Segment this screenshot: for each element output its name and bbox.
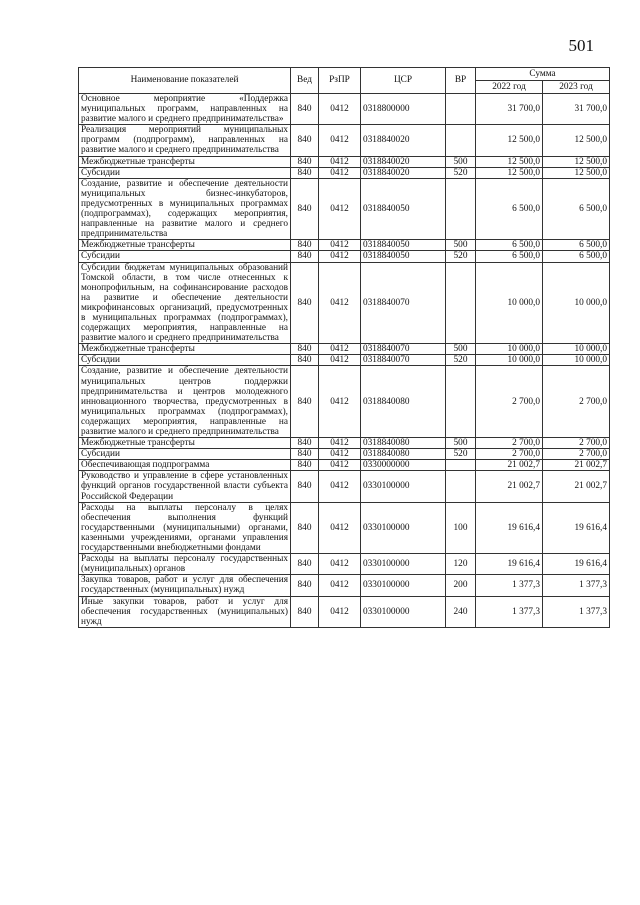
row-csr: 0318840080 xyxy=(361,449,446,460)
table-row xyxy=(79,355,610,366)
row-csr: 0318840050 xyxy=(361,251,446,262)
row-amount-2023: 21 002,7 xyxy=(543,471,610,502)
row-csr: 0330100000 xyxy=(361,575,446,596)
row-csr: 0330000000 xyxy=(361,460,446,471)
row-vr: 120 xyxy=(446,554,476,575)
row-amount-2023: 6 500,0 xyxy=(543,178,610,240)
row-amount-2023: 19 616,4 xyxy=(543,502,610,553)
row-csr: 0318840080 xyxy=(361,438,446,449)
row-rzpr: 0412 xyxy=(319,251,361,262)
row-ved: 840 xyxy=(291,366,319,438)
row-rzpr: 0412 xyxy=(319,156,361,167)
row-rzpr: 0412 xyxy=(319,355,361,366)
row-ved: 840 xyxy=(291,554,319,575)
table-row xyxy=(79,366,610,438)
row-ved: 840 xyxy=(291,178,319,240)
header-csr: ЦСР xyxy=(361,68,446,94)
row-amount-2022: 10 000,0 xyxy=(476,344,543,355)
row-name: Межбюджетные трансферты xyxy=(79,156,291,167)
row-vr: 500 xyxy=(446,438,476,449)
table-row xyxy=(79,471,610,502)
row-name: Основное мероприятие «Поддержка муниципальных программ, направленных на развитие малого и среднего предпринимательства» xyxy=(79,94,291,125)
row-vr: 500 xyxy=(446,156,476,167)
row-amount-2022: 12 500,0 xyxy=(476,125,543,156)
row-vr: 520 xyxy=(446,167,476,178)
row-ved: 840 xyxy=(291,449,319,460)
row-vr: 500 xyxy=(446,344,476,355)
row-amount-2022: 31 700,0 xyxy=(476,94,543,125)
table-header xyxy=(79,68,610,94)
row-rzpr: 0412 xyxy=(319,438,361,449)
row-amount-2022: 10 000,0 xyxy=(476,355,543,366)
table-row xyxy=(79,575,610,596)
row-vr xyxy=(446,366,476,438)
row-vr: 520 xyxy=(446,251,476,262)
row-csr: 0318840070 xyxy=(361,262,446,344)
row-csr: 0330100000 xyxy=(361,596,446,627)
row-rzpr: 0412 xyxy=(319,575,361,596)
row-name: Расходы на выплаты персоналу в целях обеспечения выполнения функций государственными (муниципальными) органами, казенными учреждениями, органами управления государственными внебюджетными фондами xyxy=(79,502,291,553)
table-body xyxy=(79,94,610,628)
row-ved: 840 xyxy=(291,355,319,366)
table-row xyxy=(79,438,610,449)
page-number: 501 xyxy=(568,36,594,55)
table-row xyxy=(79,167,610,178)
row-ved: 840 xyxy=(291,167,319,178)
row-amount-2023: 31 700,0 xyxy=(543,94,610,125)
row-amount-2023: 1 377,3 xyxy=(543,575,610,596)
row-name: Закупка товаров, работ и услуг для обеспечения государственных (муниципальных) нужд xyxy=(79,575,291,596)
row-vr xyxy=(446,460,476,471)
row-amount-2023: 21 002,7 xyxy=(543,460,610,471)
row-csr: 0318840050 xyxy=(361,178,446,240)
row-amount-2022: 2 700,0 xyxy=(476,438,543,449)
table-row xyxy=(79,449,610,460)
row-ved: 840 xyxy=(291,240,319,251)
row-csr: 0318840050 xyxy=(361,240,446,251)
row-amount-2022: 6 500,0 xyxy=(476,240,543,251)
row-name: Субсидии xyxy=(79,167,291,178)
row-amount-2022: 6 500,0 xyxy=(476,251,543,262)
row-ved: 840 xyxy=(291,575,319,596)
header-rzpr: РзПР xyxy=(319,68,361,94)
row-amount-2022: 21 002,7 xyxy=(476,460,543,471)
table-row xyxy=(79,94,610,125)
row-csr: 0318840020 xyxy=(361,156,446,167)
row-name: Межбюджетные трансферты xyxy=(79,240,291,251)
row-rzpr: 0412 xyxy=(319,449,361,460)
table-row xyxy=(79,251,610,262)
row-vr xyxy=(446,262,476,344)
row-csr: 0330100000 xyxy=(361,554,446,575)
row-vr: 100 xyxy=(446,502,476,553)
row-ved: 840 xyxy=(291,156,319,167)
row-name: Субсидии xyxy=(79,251,291,262)
row-amount-2023: 10 000,0 xyxy=(543,344,610,355)
row-amount-2023: 12 500,0 xyxy=(543,125,610,156)
table-row xyxy=(79,156,610,167)
row-amount-2023: 12 500,0 xyxy=(543,167,610,178)
table-row xyxy=(79,178,610,240)
row-name: Создание, развитие и обеспечение деятельности муниципальных бизнес-инкубаторов, предусмотренных в муниципальных программах (подпрограммах), содержащих мероприятия, направленные на развитие малого и среднего предпринимательства xyxy=(79,178,291,240)
row-name: Иные закупки товаров, работ и услуг для обеспечения государственных (муниципальных) нужд xyxy=(79,596,291,627)
row-ved: 840 xyxy=(291,344,319,355)
row-ved: 840 xyxy=(291,262,319,344)
row-amount-2023: 2 700,0 xyxy=(543,449,610,460)
table-row xyxy=(79,240,610,251)
row-amount-2022: 21 002,7 xyxy=(476,471,543,502)
row-ved: 840 xyxy=(291,438,319,449)
row-amount-2022: 19 616,4 xyxy=(476,554,543,575)
row-rzpr: 0412 xyxy=(319,125,361,156)
row-amount-2022: 2 700,0 xyxy=(476,366,543,438)
row-vr xyxy=(446,471,476,502)
row-vr xyxy=(446,178,476,240)
row-csr: 0330100000 xyxy=(361,471,446,502)
row-rzpr: 0412 xyxy=(319,262,361,344)
row-vr xyxy=(446,125,476,156)
header-ved: Вед xyxy=(291,68,319,94)
row-rzpr: 0412 xyxy=(319,240,361,251)
row-csr: 0318840070 xyxy=(361,344,446,355)
table-row xyxy=(79,554,610,575)
row-amount-2023: 6 500,0 xyxy=(543,240,610,251)
row-vr: 520 xyxy=(446,449,476,460)
header-sum: Сумма xyxy=(476,68,610,81)
row-name: Руководство и управление в сфере установленных функций органов государственной власти субъекта Российской Федерации xyxy=(79,471,291,502)
row-csr: 0330100000 xyxy=(361,502,446,553)
header-year-2022: 2022 год xyxy=(476,81,543,94)
row-vr: 500 xyxy=(446,240,476,251)
row-name: Субсидии бюджетам муниципальных образований Томской области, в том числе отнесенных к монопрофильным, на софинансирование расходов на развитие и обеспечение деятельности микрофинансовых организаций, предусмотренных в муниципальных программах (подпрограммах), содержащих мероприятия, направленные на развитие малого и среднего предпринимательства xyxy=(79,262,291,344)
row-csr: 0318840020 xyxy=(361,125,446,156)
row-amount-2023: 2 700,0 xyxy=(543,366,610,438)
row-rzpr: 0412 xyxy=(319,366,361,438)
row-rzpr: 0412 xyxy=(319,178,361,240)
row-rzpr: 0412 xyxy=(319,167,361,178)
row-ved: 840 xyxy=(291,596,319,627)
row-amount-2022: 12 500,0 xyxy=(476,167,543,178)
row-name: Межбюджетные трансферты xyxy=(79,344,291,355)
row-rzpr: 0412 xyxy=(319,471,361,502)
row-vr: 520 xyxy=(446,355,476,366)
row-rzpr: 0412 xyxy=(319,460,361,471)
row-name: Субсидии xyxy=(79,449,291,460)
row-ved: 840 xyxy=(291,460,319,471)
row-amount-2022: 10 000,0 xyxy=(476,262,543,344)
table-row xyxy=(79,125,610,156)
row-rzpr: 0412 xyxy=(319,344,361,355)
row-amount-2022: 2 700,0 xyxy=(476,449,543,460)
row-amount-2022: 1 377,3 xyxy=(476,596,543,627)
row-rzpr: 0412 xyxy=(319,554,361,575)
row-name: Создание, развитие и обеспечение деятельности муниципальных центров поддержки предпринимательства и центров молодежного инновационного творчества, предусмотренных в муниципальных программах (подпрограммах), содержащих мероприятия, направленные на развитие малого и среднего предпринимательства xyxy=(79,366,291,438)
row-vr: 200 xyxy=(446,575,476,596)
row-amount-2023: 2 700,0 xyxy=(543,438,610,449)
row-amount-2023: 12 500,0 xyxy=(543,156,610,167)
row-name: Межбюджетные трансферты xyxy=(79,438,291,449)
row-rzpr: 0412 xyxy=(319,502,361,553)
row-ved: 840 xyxy=(291,94,319,125)
row-amount-2022: 6 500,0 xyxy=(476,178,543,240)
row-ved: 840 xyxy=(291,471,319,502)
row-ved: 840 xyxy=(291,502,319,553)
row-vr: 240 xyxy=(446,596,476,627)
row-amount-2023: 19 616,4 xyxy=(543,554,610,575)
header-name: Наименование показателей xyxy=(79,68,291,94)
row-amount-2023: 1 377,3 xyxy=(543,596,610,627)
row-amount-2023: 6 500,0 xyxy=(543,251,610,262)
row-amount-2022: 19 616,4 xyxy=(476,502,543,553)
row-csr: 0318800000 xyxy=(361,94,446,125)
row-vr xyxy=(446,94,476,125)
row-rzpr: 0412 xyxy=(319,94,361,125)
row-amount-2022: 12 500,0 xyxy=(476,156,543,167)
row-csr: 0318840070 xyxy=(361,355,446,366)
header-year-2023: 2023 год xyxy=(543,81,610,94)
table-row xyxy=(79,262,610,344)
row-amount-2022: 1 377,3 xyxy=(476,575,543,596)
row-name: Расходы на выплаты персоналу государственных (муниципальных) органов xyxy=(79,554,291,575)
row-csr: 0318840020 xyxy=(361,167,446,178)
row-csr: 0318840080 xyxy=(361,366,446,438)
table-row xyxy=(79,460,610,471)
row-amount-2023: 10 000,0 xyxy=(543,355,610,366)
row-name: Реализация мероприятий муниципальных программ (подпрограмм), направленных на развитие малого и среднего предпринимательства xyxy=(79,125,291,156)
header-vr: ВР xyxy=(446,68,476,94)
row-amount-2023: 10 000,0 xyxy=(543,262,610,344)
row-name: Субсидии xyxy=(79,355,291,366)
budget-table xyxy=(78,67,610,628)
row-rzpr: 0412 xyxy=(319,596,361,627)
row-name: Обеспечивающая подпрограмма xyxy=(79,460,291,471)
table-row xyxy=(79,502,610,553)
row-ved: 840 xyxy=(291,251,319,262)
table-row xyxy=(79,344,610,355)
table-row xyxy=(79,596,610,627)
row-ved: 840 xyxy=(291,125,319,156)
